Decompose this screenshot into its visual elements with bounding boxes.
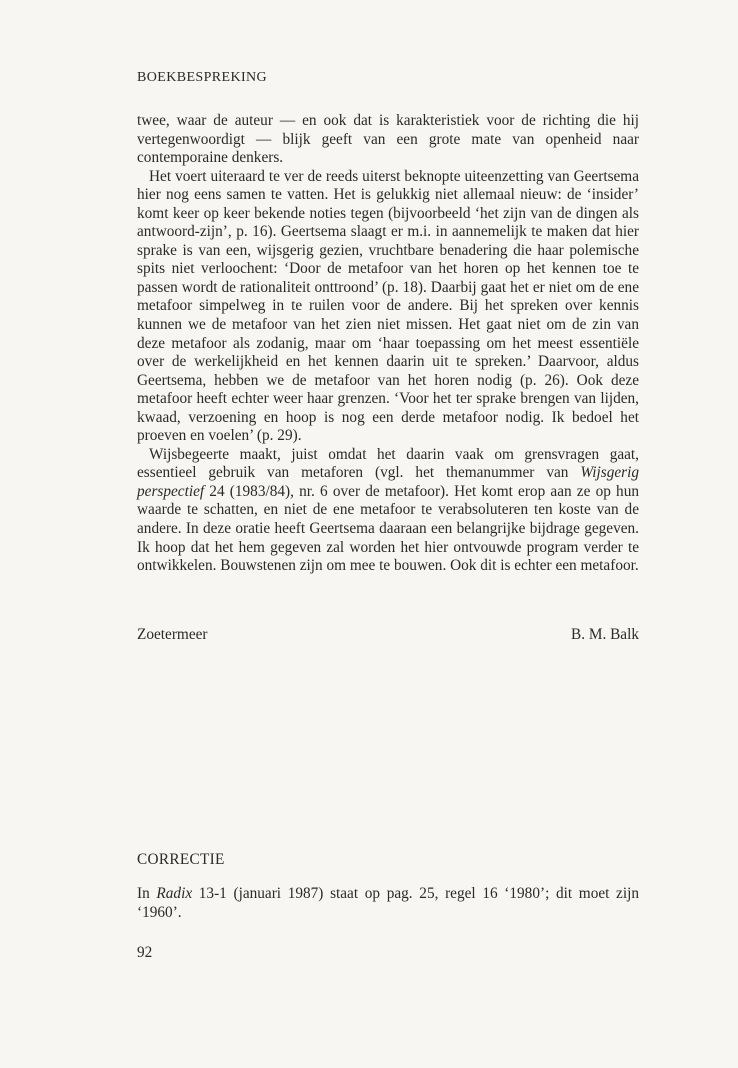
page-number: 92 bbox=[137, 944, 153, 961]
text-segment: In bbox=[137, 885, 157, 902]
running-head: BOEKBESPREKING bbox=[137, 70, 268, 85]
text-segment: Het voert uiteraard te ver de reeds uiterst beknopte uiteenzetting van Geertsema hier nog eens samen te vatten. Het is gelukkig niet allemaal nieuw: de ‘insider’ komt keer op keer bekende noties tegen (bijvoorbeeld ‘het zijn van de dingen als antwoord-zijn’, p. 16). Geertsema slaagt er m.i. in aannemelijk te maken dat hier sprake is van een, wijsgerig gezien, vruchtbare benadering die haar polemische spits niet verloochent: ‘Door de metafoor van het horen op het kennen toe te passen wordt de rationaliteit onttroond’ (p. 18). Daarbij gaat het er niet om de ene metafoor simpelweg in te ruilen voor de andere. Bij het spreken over kennis kunnen we de metafoor van het zien niet missen. Het gaat niet om de zin van deze metafoor als zodanig, maar om ‘haar toepassing om het meest essentiële over de werkelijkheid en het kennen daarin uit te spreken.’ Daarvoor, aldus Geertsema, hebben we de metafoor van het horen nodig (p. 26). Ook deze metafoor heeft echter weer haar grenzen. ‘Voor het ter sprake brengen van lijden, kwaad, verzoening en hoop is nog een derde metafoor nodig. Ik bedoel het proeven en voelen’ (p. 29). bbox=[137, 167, 639, 445]
paragraph bbox=[137, 446, 639, 576]
text-segment: 13-1 (januari 1987) staat op pag. 25, regel 16 ‘1980’; dit moet zijn ‘1960’. bbox=[137, 885, 639, 921]
journal-title: Radix bbox=[156, 885, 193, 902]
review-body bbox=[137, 112, 639, 576]
correction-heading: CORRECTIE bbox=[137, 851, 225, 868]
text-segment: 24 (1983/84), nr. 6 over de metafoor). Het komt erop aan ze op hun waarde te schatten, en niet de ene metafoor te verabsoluteren ten koste van de andere. In deze oratie heeft Geertsema daaraan een belangrijke bijdrage gegeven. Ik hoop dat het hem gegeven zal worden het hier ontvouwde program verder te ontwikkelen. Bouwstenen zijn om mee te bouwen. Ook dit is echter een metafoor. bbox=[137, 482, 639, 575]
text-segment: Wijsbegeerte maakt, juist omdat het daarin vaak om grensvragen gaat, essentieel gebruik van metaforen (vgl. het themanummer van bbox=[137, 445, 639, 482]
place-name: Zoetermeer bbox=[137, 626, 208, 643]
reviewer-name: B. M. Balk bbox=[571, 626, 639, 643]
paragraph bbox=[137, 112, 639, 168]
journal-title: Wijsgerig perspectief bbox=[137, 464, 639, 500]
paragraph bbox=[137, 168, 639, 446]
signature-row bbox=[137, 626, 639, 644]
text-segment: twee, waar de auteur — en ook dat is karakteristiek voor de richting die hij vertegenwoordigt — blijk geeft van een grote mate van openheid naar contemporaine denkers. bbox=[137, 112, 639, 167]
correction-text bbox=[137, 885, 639, 922]
